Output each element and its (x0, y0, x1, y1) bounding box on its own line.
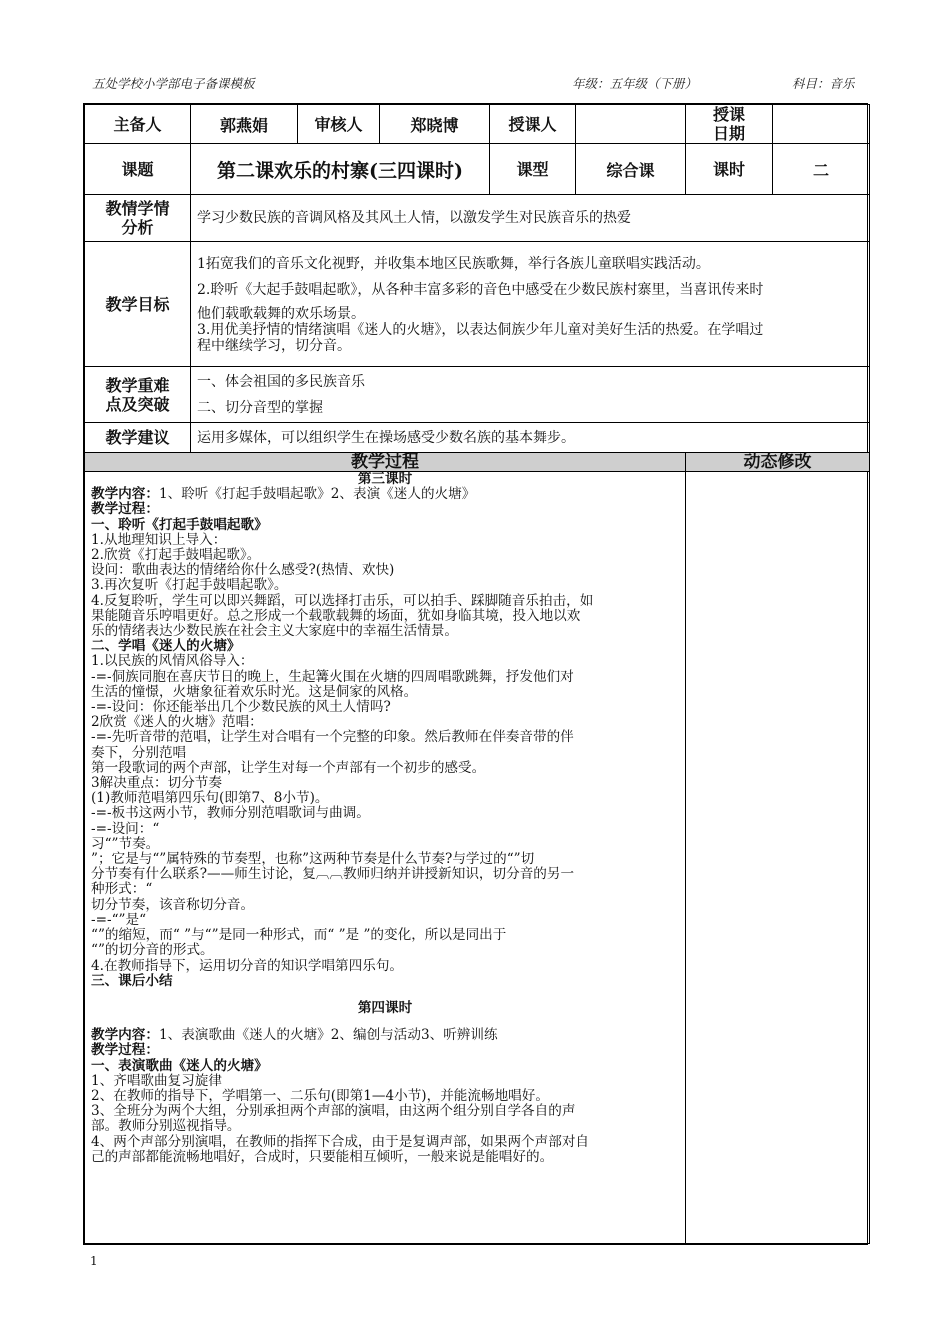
process-line: 2、在教师的指导下，学唱第一、二乐句(即第1—4小节)，并能流畅地唱好。 (91, 1087, 549, 1104)
process-line: 己的声部都能流畅地唱好，合成时，只要能相互倾听，一般来说是能唱好的。 (91, 1148, 554, 1165)
info-table (84, 104, 870, 1244)
process-line (91, 487, 679, 502)
date-label-line1: 授课 (712, 105, 745, 124)
process-line: 3解决重点：切分节奏 (91, 775, 222, 792)
process-line: 乐的情绪表达少数民族在社会主义大家庭中的幸福生活情景。 (91, 623, 459, 640)
process-line: 3.再次复听《打起手鼓唱起歌》。 (91, 577, 288, 594)
process-line: 三、课后小结 (91, 972, 173, 989)
process-line: 二、学唱《迷人的火塘》 (91, 638, 241, 655)
page-number: 1 (90, 1254, 98, 1268)
school-name: 五处学校小学部电子备课模板 (92, 76, 255, 91)
revision-body (686, 472, 870, 1244)
revision-header: 动态修改 (686, 453, 870, 472)
reviewer-value: 郑晓博 (380, 105, 490, 144)
date-label-line2: 日期 (712, 124, 745, 143)
row-analysis (85, 195, 870, 242)
process-line: 奏下，分别范唱 (91, 744, 187, 761)
process-line-label: 教学内容： (91, 1027, 159, 1044)
keypoints-label (85, 367, 191, 423)
process-line: 4.反复聆听，学生可以即兴舞蹈，可以选择打击乐，可以拍手、踩脚随音乐拍击，如 (91, 592, 594, 609)
process-line: 第三课时 (357, 471, 413, 487)
page-header (92, 74, 868, 94)
hours-label: 课时 (686, 144, 773, 195)
type-value: 综合课 (576, 144, 686, 195)
process-line-label: 教学内容： (91, 486, 159, 503)
advice-label: 教学建议 (85, 423, 191, 453)
process-line: (1)教师范唱第四乐句(即第7、8小节)。 (91, 790, 329, 807)
process-line-text: 1、聆听《打起手鼓唱起歌》2、表演《迷人的火塘》 (158, 486, 476, 503)
analysis-text: 学习少数民族的音调风格及其风土人情，以激发学生对民族音乐的热爱 (191, 195, 870, 242)
process-line: 1、齐唱歌曲复习旋律 (91, 1072, 222, 1089)
process-line: 教学过程： (91, 1042, 159, 1059)
process-line: 种形式：“ (91, 881, 153, 898)
process-line: 4、两个声部分别演唱，在教师的指挥下合成，由于是复调声部，如果两个声部对自 (91, 1133, 590, 1150)
topic-value: 第二课欢乐的村寨(三四课时) (191, 144, 490, 195)
hours-value: 二 (773, 144, 870, 195)
goals-label: 教学目标 (85, 242, 191, 367)
process-line (91, 1028, 679, 1043)
teacher-value (576, 105, 686, 144)
row-process-body (85, 472, 870, 1244)
process-line: 1.从地理知识上导入： (91, 531, 227, 548)
goal-item: 3.用优美抒情的情绪演唱《迷人的火塘》，以表达侗族少年儿童对美好生活的热爱。在学唱过 (197, 322, 764, 338)
process-line: -=-板书这两小节，教师分别范唱歌词与曲调。 (91, 805, 370, 822)
analysis-label (85, 195, 191, 242)
date-label (686, 105, 773, 144)
date-value (773, 105, 870, 144)
process-line: 2欣赏《迷人的火塘》范唱： (91, 714, 263, 731)
advice-text: 运用多媒体，可以组织学生在操场感受少数名族的基本舞步。 (191, 423, 870, 453)
process-line: -=-先听音带的范唱，让学生对合唱有一个完整的印象。然后教师在伴奏音带的伴 (91, 729, 574, 746)
process-line: 分节奏有什么联系?——师生讨论，复︹︹教师归纳并讲授新知识，切分音的另一 (91, 866, 575, 883)
keypoint-item: 二、切分音型的掌握 (197, 399, 323, 416)
keypoint-item: 一、体会祖国的多民族音乐 (197, 373, 365, 390)
process-line: 果能随音乐哼唱更好。总之形成一个载歌载舞的场面，犹如身临其境，投入地以欢 (91, 607, 581, 624)
subject-label: 科目：音乐 (792, 76, 855, 91)
process-line: -=-“”是“ (91, 911, 147, 928)
reviewer-label: 审核人 (298, 105, 380, 144)
row-advice (85, 423, 870, 453)
row-preparers (85, 105, 870, 144)
process-line: 一、表演歌曲《迷人的火塘》 (91, 1057, 268, 1074)
analysis-label-line2: 分析 (121, 218, 154, 237)
process-line: 第四课时 (357, 999, 413, 1016)
process-line: 部。教师分别巡视指导。 (91, 1118, 241, 1135)
lesson-plan-table (83, 103, 868, 1245)
process-body (85, 472, 686, 1244)
preparer-label: 主备人 (85, 105, 191, 144)
grade-label: 年级：五年级（下册） (572, 76, 698, 91)
topic-label: 课题 (85, 144, 191, 195)
process-line: 设问：歌曲表达的情绪给你什么感受?(热情、欢快) (91, 562, 395, 579)
process-line: 一、聆听《打起手鼓唱起歌》 (91, 516, 268, 533)
process-line-text: 1、表演歌曲《迷人的火塘》2、编创与活动3、听辨训练 (158, 1027, 498, 1044)
row-keypoints (85, 367, 870, 423)
process-line: 教学过程： (91, 501, 159, 518)
analysis-label-line1: 教情学情 (105, 199, 170, 218)
keypoints-label-line1: 教学重难 (105, 375, 170, 395)
goal-item: 程中继续学习，切分音。 (197, 338, 351, 354)
process-line: 生活的憧憬，火塘象征着欢乐时光。这是侗家的风格。 (91, 683, 418, 700)
goal-item: 2.聆听《大起手鼓唱起歌》，从各种丰富多彩的音色中感受在少数民族村寨里，当喜讯传来时 (197, 282, 764, 298)
process-line: “”的切分音的形式。 (91, 942, 214, 959)
process-line: 2.欣赏《打起手鼓唱起歌》。 (91, 547, 261, 564)
row-process-header (85, 453, 870, 472)
goal-item: 他们载歌载舞的欢乐场景。 (197, 306, 365, 322)
preparer-value: 郭燕娟 (191, 105, 298, 144)
process-line: -=-设问：你还能举出几个少数民族的风土人情吗? (91, 699, 391, 716)
teacher-label: 授课人 (490, 105, 576, 144)
process-line: 3、全班分为两个大组，分别承担两个声部的演唱，由这两个组分别自学各自的声 (91, 1103, 576, 1120)
type-label: 课型 (490, 144, 576, 195)
process-line: 第一段歌词的两个声部，让学生对每一个声部有一个初步的感受。 (91, 759, 486, 776)
process-line: -=-设问：“ (91, 820, 160, 837)
keypoints-label-line2: 点及突破 (105, 394, 170, 414)
keypoints-text (191, 367, 870, 423)
goals-text (191, 242, 870, 367)
row-topic (85, 144, 870, 195)
process-line: 习“”节奏。 (91, 835, 160, 852)
process-line: 切分节奏，该音称切分音。 (91, 896, 255, 913)
process-line: ”；它是与“”属特殊的节奏型，也称”这两种节奏是什么节奏?与学过的“”切 (91, 851, 535, 868)
goal-item: 1拓宽我们的音乐文化视野，并收集本地区民族歌舞，举行各族儿童联唱实践活动。 (197, 256, 710, 272)
row-goals (85, 242, 870, 367)
process-line: 4.在教师指导下，运用切分音的知识学唱第四乐句。 (91, 957, 404, 974)
process-header: 教学过程 (85, 453, 686, 472)
process-line: 1.以民族的风情风俗导入： (91, 653, 254, 670)
process-line: “”的缩短，而“ ”与“”是同一种形式，而“ ”是 ”的变化，所以是同出于 (91, 927, 507, 944)
process-line: -=-侗族同胞在喜庆节日的晚上，生起篝火围在火塘的四周唱歌跳舞，抒发他们对 (91, 668, 574, 685)
